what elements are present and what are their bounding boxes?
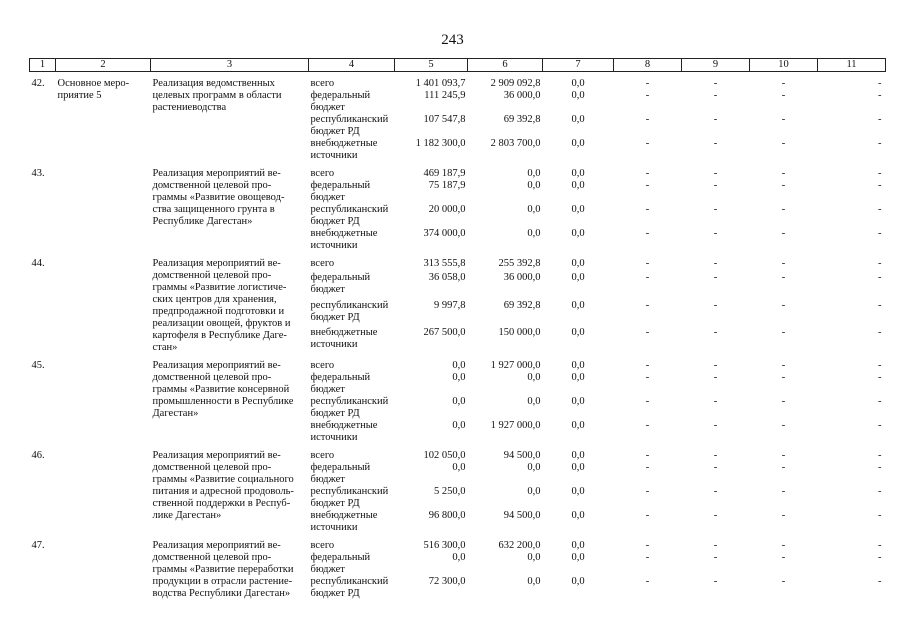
value-col-10: -	[781, 168, 786, 179]
table-row	[30, 162, 886, 180]
entry-description-line: Реализация мероприятий ве-	[152, 168, 281, 179]
value-col-9: -	[713, 114, 718, 125]
value-col-6: 0,0	[527, 486, 541, 497]
value-col-10: -	[781, 258, 786, 269]
entry-description-line: промышленности в Республике	[152, 396, 294, 407]
value-col-11: -	[878, 272, 882, 284]
value-col-6: 0,0	[527, 462, 541, 473]
entry-description-line: растениеводства	[152, 102, 227, 113]
value-col-8: -	[645, 168, 650, 179]
value-col-11: -	[878, 372, 882, 383]
budget-table	[29, 58, 886, 600]
value-col-10: -	[781, 272, 786, 284]
entry-description	[151, 162, 309, 252]
value-col-10: -	[781, 299, 786, 311]
value-col-5: 36 058,0	[428, 272, 466, 284]
value-col-6: 1 927 000,0	[490, 420, 541, 431]
value-col-6: 0,0	[527, 228, 541, 239]
value-col-10: -	[781, 180, 786, 191]
value-col-5: 516 300,0	[423, 540, 466, 551]
value-col-7: 0,0	[571, 420, 585, 431]
value-col-7: 0,0	[571, 204, 585, 215]
value-col-8: -	[645, 360, 650, 371]
value-col-9: -	[713, 552, 718, 563]
table-row	[30, 444, 886, 462]
value-col-9: -	[713, 168, 718, 179]
funding-source-line: источники	[310, 150, 358, 161]
entry-description-line: ских центров для хранения,	[152, 294, 277, 305]
value-col-11: -	[878, 576, 882, 587]
funding-source-line: бюджет РД	[310, 311, 360, 323]
entry-description-line: реализации овощей, фруктов и	[152, 318, 291, 329]
value-col-9: -	[713, 272, 718, 284]
entry-description-line: граммы «Развитие консервной	[152, 384, 290, 395]
entry-name	[56, 252, 151, 354]
entry-description-line: Дагестан»	[152, 408, 199, 419]
value-col-6: 69 392,8	[503, 299, 541, 311]
value-col-10: -	[781, 576, 786, 587]
value-col-7: 0,0	[571, 552, 585, 563]
column-number-row	[30, 59, 886, 72]
value-col-11: -	[878, 180, 882, 191]
funding-source-line: республиканский	[310, 114, 389, 125]
value-col-8: -	[645, 576, 650, 587]
value-col-10: -	[781, 510, 786, 521]
funding-source-line: внебюджетные	[310, 228, 378, 239]
value-col-11: -	[878, 360, 882, 371]
value-col-8: -	[645, 180, 650, 191]
value-col-11: -	[878, 114, 882, 125]
entry-description-line: водства Республики Дагестан»	[152, 588, 291, 599]
value-col-9: -	[713, 576, 718, 587]
entry-description-line: домственной целевой про-	[152, 180, 272, 191]
value-col-11: -	[878, 420, 882, 431]
value-col-11: -	[878, 540, 882, 551]
value-col-10: -	[781, 204, 786, 215]
value-col-9: -	[713, 486, 718, 497]
header-col-2: 2	[56, 59, 151, 72]
value-col-9: -	[713, 180, 718, 191]
funding-source-line: бюджет	[310, 474, 345, 485]
value-col-7: 0,0	[571, 228, 585, 239]
entry-number: 44.	[31, 258, 45, 269]
value-col-8: -	[645, 462, 650, 473]
value-col-11: -	[878, 450, 882, 461]
value-col-6: 632 200,0	[498, 540, 541, 551]
value-col-10: -	[781, 228, 786, 239]
funding-source	[309, 462, 395, 486]
value-col-5: 0,0	[452, 372, 466, 383]
value-col-10: -	[781, 552, 786, 563]
value-col-7: 0,0	[571, 450, 585, 461]
funding-source-line: источники	[310, 338, 358, 350]
value-col-8: -	[645, 258, 650, 269]
value-col-8: -	[645, 272, 650, 284]
value-col-6: 36 000,0	[503, 272, 541, 284]
entry-number: 46.	[31, 450, 45, 461]
value-col-5: 374 000,0	[423, 228, 466, 239]
funding-source	[309, 300, 395, 327]
funding-source	[309, 510, 395, 534]
value-col-9: -	[713, 90, 718, 101]
funding-source-line: республиканский	[310, 299, 389, 311]
funding-source-line: республиканский	[310, 204, 389, 215]
value-col-9: -	[713, 450, 718, 461]
value-col-11: -	[878, 396, 882, 407]
value-col-10: -	[781, 540, 786, 551]
value-col-10: -	[781, 450, 786, 461]
entry-description-line: стан»	[152, 342, 178, 353]
value-col-6: 94 500,0	[503, 510, 541, 521]
entry-description-line: граммы «Развитие овощевод-	[152, 192, 285, 203]
value-col-7: 0,0	[571, 372, 585, 383]
value-col-11: -	[878, 486, 882, 497]
header-col-11: 11	[818, 59, 886, 72]
funding-source-line: бюджет	[310, 564, 345, 575]
value-col-9: -	[713, 258, 718, 269]
entry-description	[151, 444, 309, 534]
value-col-11: -	[878, 168, 882, 179]
value-col-5: 469 187,9	[423, 168, 466, 179]
value-col-6: 0,0	[527, 372, 541, 383]
value-col-11: -	[878, 90, 882, 101]
header-col-10: 10	[750, 59, 818, 72]
entry-description-line: Реализация мероприятий ве-	[152, 360, 281, 371]
value-col-6: 0,0	[527, 204, 541, 215]
value-col-9: -	[713, 360, 718, 371]
entry-description	[151, 72, 309, 163]
value-col-5: 1 401 093,7	[415, 78, 466, 89]
value-col-6: 150 000,0	[498, 326, 541, 338]
value-col-6: 0,0	[527, 180, 541, 191]
funding-source-line: внебюджетные	[310, 510, 378, 521]
funding-source	[309, 396, 395, 420]
value-col-5: 0,0	[452, 462, 466, 473]
entry-name	[56, 72, 151, 163]
funding-source-line: всего	[310, 360, 335, 371]
value-col-6: 1 927 000,0	[490, 360, 541, 371]
value-col-11: -	[878, 228, 882, 239]
value-col-6: 2 909 092,8	[490, 78, 541, 89]
funding-source-line: внебюджетные	[310, 326, 378, 338]
value-col-6: 0,0	[527, 396, 541, 407]
entry-number: 43.	[31, 168, 45, 179]
funding-source-line: внебюджетные	[310, 138, 378, 149]
value-col-7: 0,0	[571, 299, 585, 311]
funding-source-line: федеральный	[310, 462, 371, 473]
funding-source-line: бюджет РД	[310, 126, 360, 137]
value-col-10: -	[781, 326, 786, 338]
value-col-9: -	[713, 204, 718, 215]
value-col-9: -	[713, 540, 718, 551]
funding-source-line: всего	[310, 450, 335, 461]
value-col-6: 0,0	[527, 168, 541, 179]
value-col-6: 0,0	[527, 576, 541, 587]
value-col-11: -	[878, 552, 882, 563]
value-col-9: -	[713, 228, 718, 239]
value-col-9: -	[713, 462, 718, 473]
value-col-10: -	[781, 90, 786, 101]
value-col-7: 0,0	[571, 90, 585, 101]
funding-source-line: федеральный	[310, 180, 371, 191]
value-col-9: -	[713, 396, 718, 407]
entry-description-line: ственной поддержки в Респуб-	[152, 498, 291, 509]
entry-name-line: Основное меро-	[57, 78, 130, 89]
funding-source-line: всего	[310, 540, 335, 551]
entry-description-line: ства защищенного грунта в	[152, 204, 275, 215]
value-col-8: -	[645, 510, 650, 521]
value-col-10: -	[781, 138, 786, 149]
value-col-10: -	[781, 372, 786, 383]
value-col-5: 0,0	[452, 552, 466, 563]
entry-description-line: домственной целевой про-	[152, 372, 272, 383]
entry-description-line: домственной целевой про-	[152, 552, 272, 563]
value-col-5: 75 187,9	[428, 180, 466, 191]
table-body	[30, 72, 886, 601]
entry-description	[151, 534, 309, 600]
entry-description-line: продукции в отрасли растение-	[152, 576, 293, 587]
header-col-3: 3	[151, 59, 309, 72]
funding-source-line: всего	[310, 258, 335, 269]
value-col-6: 255 392,8	[498, 258, 541, 269]
value-col-8: -	[645, 552, 650, 563]
value-col-6: 2 803 700,0	[490, 138, 541, 149]
value-col-9: -	[713, 510, 718, 521]
funding-source	[309, 162, 395, 180]
funding-source	[309, 180, 395, 204]
funding-source-line: республиканский	[310, 576, 389, 587]
funding-source-line: источники	[310, 522, 358, 533]
funding-source	[309, 534, 395, 552]
value-col-7: 0,0	[571, 114, 585, 125]
entry-number: 47.	[31, 540, 45, 551]
value-col-7: 0,0	[571, 576, 585, 587]
funding-source	[309, 552, 395, 576]
value-col-8: -	[645, 138, 650, 149]
entry-name	[56, 162, 151, 252]
value-col-9: -	[713, 326, 718, 338]
entry-name	[56, 354, 151, 444]
value-col-5: 0,0	[452, 396, 466, 407]
funding-source-line: республиканский	[310, 486, 389, 497]
value-col-5: 96 800,0	[428, 510, 466, 521]
value-col-9: -	[713, 299, 718, 311]
entry-name-line: приятие 5	[57, 90, 102, 101]
funding-source-line: всего	[310, 168, 335, 179]
funding-source-line: бюджет РД	[310, 588, 360, 599]
value-col-7: 0,0	[571, 510, 585, 521]
value-col-6: 94 500,0	[503, 450, 541, 461]
value-col-9: -	[713, 372, 718, 383]
value-col-8: -	[645, 299, 650, 311]
funding-source	[309, 90, 395, 114]
funding-source-line: бюджет	[310, 284, 345, 296]
value-col-7: 0,0	[571, 540, 585, 551]
value-col-5: 0,0	[452, 360, 466, 371]
value-col-11: -	[878, 510, 882, 521]
entry-description-line: питания и адресной продоволь-	[152, 486, 294, 497]
value-col-5: 111 245,9	[424, 90, 466, 101]
value-col-7: 0,0	[571, 396, 585, 407]
entry-description	[151, 354, 309, 444]
value-col-10: -	[781, 396, 786, 407]
value-col-9: -	[713, 78, 718, 89]
funding-source	[309, 138, 395, 162]
funding-source	[309, 204, 395, 228]
value-col-7: 0,0	[571, 486, 585, 497]
funding-source-line: бюджет РД	[310, 216, 360, 227]
value-col-8: -	[645, 450, 650, 461]
funding-source	[309, 228, 395, 252]
funding-source-line: внебюджетные	[310, 420, 378, 431]
value-col-8: -	[645, 114, 650, 125]
value-col-10: -	[781, 78, 786, 89]
entry-description-line: целевых программ в области	[152, 90, 282, 101]
entry-description-line: домственной целевой про-	[152, 462, 272, 473]
funding-source	[309, 372, 395, 396]
value-col-8: -	[645, 78, 650, 89]
funding-source	[309, 420, 395, 444]
value-col-8: -	[645, 540, 650, 551]
funding-source	[309, 354, 395, 372]
funding-source-line: федеральный	[310, 272, 371, 284]
header-col-8: 8	[614, 59, 682, 72]
value-col-11: -	[878, 258, 882, 269]
value-col-5: 9 997,8	[434, 299, 466, 311]
value-col-5: 5 250,0	[434, 486, 466, 497]
value-col-8: -	[645, 204, 650, 215]
funding-source-line: республиканский	[310, 396, 389, 407]
value-col-6: 0,0	[527, 552, 541, 563]
value-col-9: -	[713, 420, 718, 431]
funding-source-line: бюджет РД	[310, 408, 360, 419]
entry-description-line: Реализация мероприятий ве-	[152, 450, 281, 461]
page-number: 243	[441, 32, 464, 48]
value-col-5: 313 555,8	[423, 258, 466, 269]
value-col-7: 0,0	[571, 272, 585, 284]
funding-source	[309, 444, 395, 462]
header-col-9: 9	[682, 59, 750, 72]
entry-description-line: Реализация ведомственных	[152, 78, 275, 89]
header-col-1: 1	[30, 59, 56, 72]
value-col-10: -	[781, 420, 786, 431]
entry-description-line: граммы «Развитие переработки	[152, 564, 294, 575]
funding-source-line: источники	[310, 432, 358, 443]
value-col-8: -	[645, 228, 650, 239]
value-col-7: 0,0	[571, 360, 585, 371]
funding-source	[309, 576, 395, 600]
value-col-10: -	[781, 462, 786, 473]
funding-source-line: бюджет	[310, 102, 345, 113]
value-col-8: -	[645, 420, 650, 431]
funding-source-line: бюджет РД	[310, 498, 360, 509]
value-col-8: -	[645, 326, 650, 338]
value-col-11: -	[878, 78, 882, 89]
entry-number: 42.	[31, 78, 45, 89]
entry-name	[56, 444, 151, 534]
value-col-8: -	[645, 486, 650, 497]
value-col-5: 102 050,0	[423, 450, 466, 461]
value-col-10: -	[781, 360, 786, 371]
value-col-6: 69 392,8	[503, 114, 541, 125]
value-col-8: -	[645, 372, 650, 383]
funding-source-line: бюджет	[310, 384, 345, 395]
funding-source-line: федеральный	[310, 372, 371, 383]
value-col-7: 0,0	[571, 138, 585, 149]
entry-description-line: лике Дагестан»	[152, 510, 222, 521]
header-col-4: 4	[309, 59, 395, 72]
value-col-5: 72 300,0	[428, 576, 466, 587]
entry-description-line: домственной целевой про-	[152, 270, 272, 281]
value-col-5: 0,0	[452, 420, 466, 431]
table-row	[30, 534, 886, 552]
value-col-7: 0,0	[571, 168, 585, 179]
entry-description-line: картофеля в Республике Даге-	[152, 330, 287, 341]
value-col-11: -	[878, 462, 882, 473]
value-col-10: -	[781, 114, 786, 125]
value-col-7: 0,0	[571, 258, 585, 269]
value-col-7: 0,0	[571, 326, 585, 338]
funding-source-line: всего	[310, 78, 335, 89]
entry-description-line: предпродажной подготовки и	[152, 306, 285, 317]
funding-source-line: федеральный	[310, 552, 371, 563]
funding-source	[309, 327, 395, 354]
table-row	[30, 354, 886, 372]
value-col-5: 267 500,0	[423, 326, 466, 338]
entry-name	[56, 534, 151, 600]
entry-number: 45.	[31, 360, 45, 371]
value-col-7: 0,0	[571, 462, 585, 473]
funding-source	[309, 114, 395, 138]
value-col-11: -	[878, 138, 882, 149]
value-col-10: -	[781, 486, 786, 497]
funding-source	[309, 272, 395, 299]
entry-description-line: граммы «Развитие логистиче-	[152, 282, 287, 293]
entry-description-line: Республике Дагестан»	[152, 216, 253, 227]
table-row	[30, 252, 886, 272]
value-col-6: 36 000,0	[503, 90, 541, 101]
entry-description	[151, 252, 309, 354]
value-col-8: -	[645, 90, 650, 101]
value-col-9: -	[713, 138, 718, 149]
value-col-7: 0,0	[571, 180, 585, 191]
value-col-5: 1 182 300,0	[415, 138, 466, 149]
value-col-11: -	[878, 326, 882, 338]
value-col-11: -	[878, 299, 882, 311]
value-col-5: 20 000,0	[428, 204, 466, 215]
value-col-8: -	[645, 396, 650, 407]
value-col-5: 107 547,8	[423, 114, 466, 125]
header-col-6: 6	[468, 59, 543, 72]
funding-source	[309, 72, 395, 91]
funding-source-line: источники	[310, 240, 358, 251]
header-col-5: 5	[395, 59, 468, 72]
header-col-7: 7	[543, 59, 614, 72]
funding-source-line: бюджет	[310, 192, 345, 203]
funding-source-line: федеральный	[310, 90, 371, 101]
table-row	[30, 72, 886, 91]
entry-description-line: Реализация мероприятий ве-	[152, 258, 281, 269]
funding-source	[309, 486, 395, 510]
value-col-11: -	[878, 204, 882, 215]
entry-description-line: Реализация мероприятий ве-	[152, 540, 281, 551]
funding-source	[309, 252, 395, 272]
entry-description-line: граммы «Развитие социального	[152, 474, 294, 485]
value-col-7: 0,0	[571, 78, 585, 89]
